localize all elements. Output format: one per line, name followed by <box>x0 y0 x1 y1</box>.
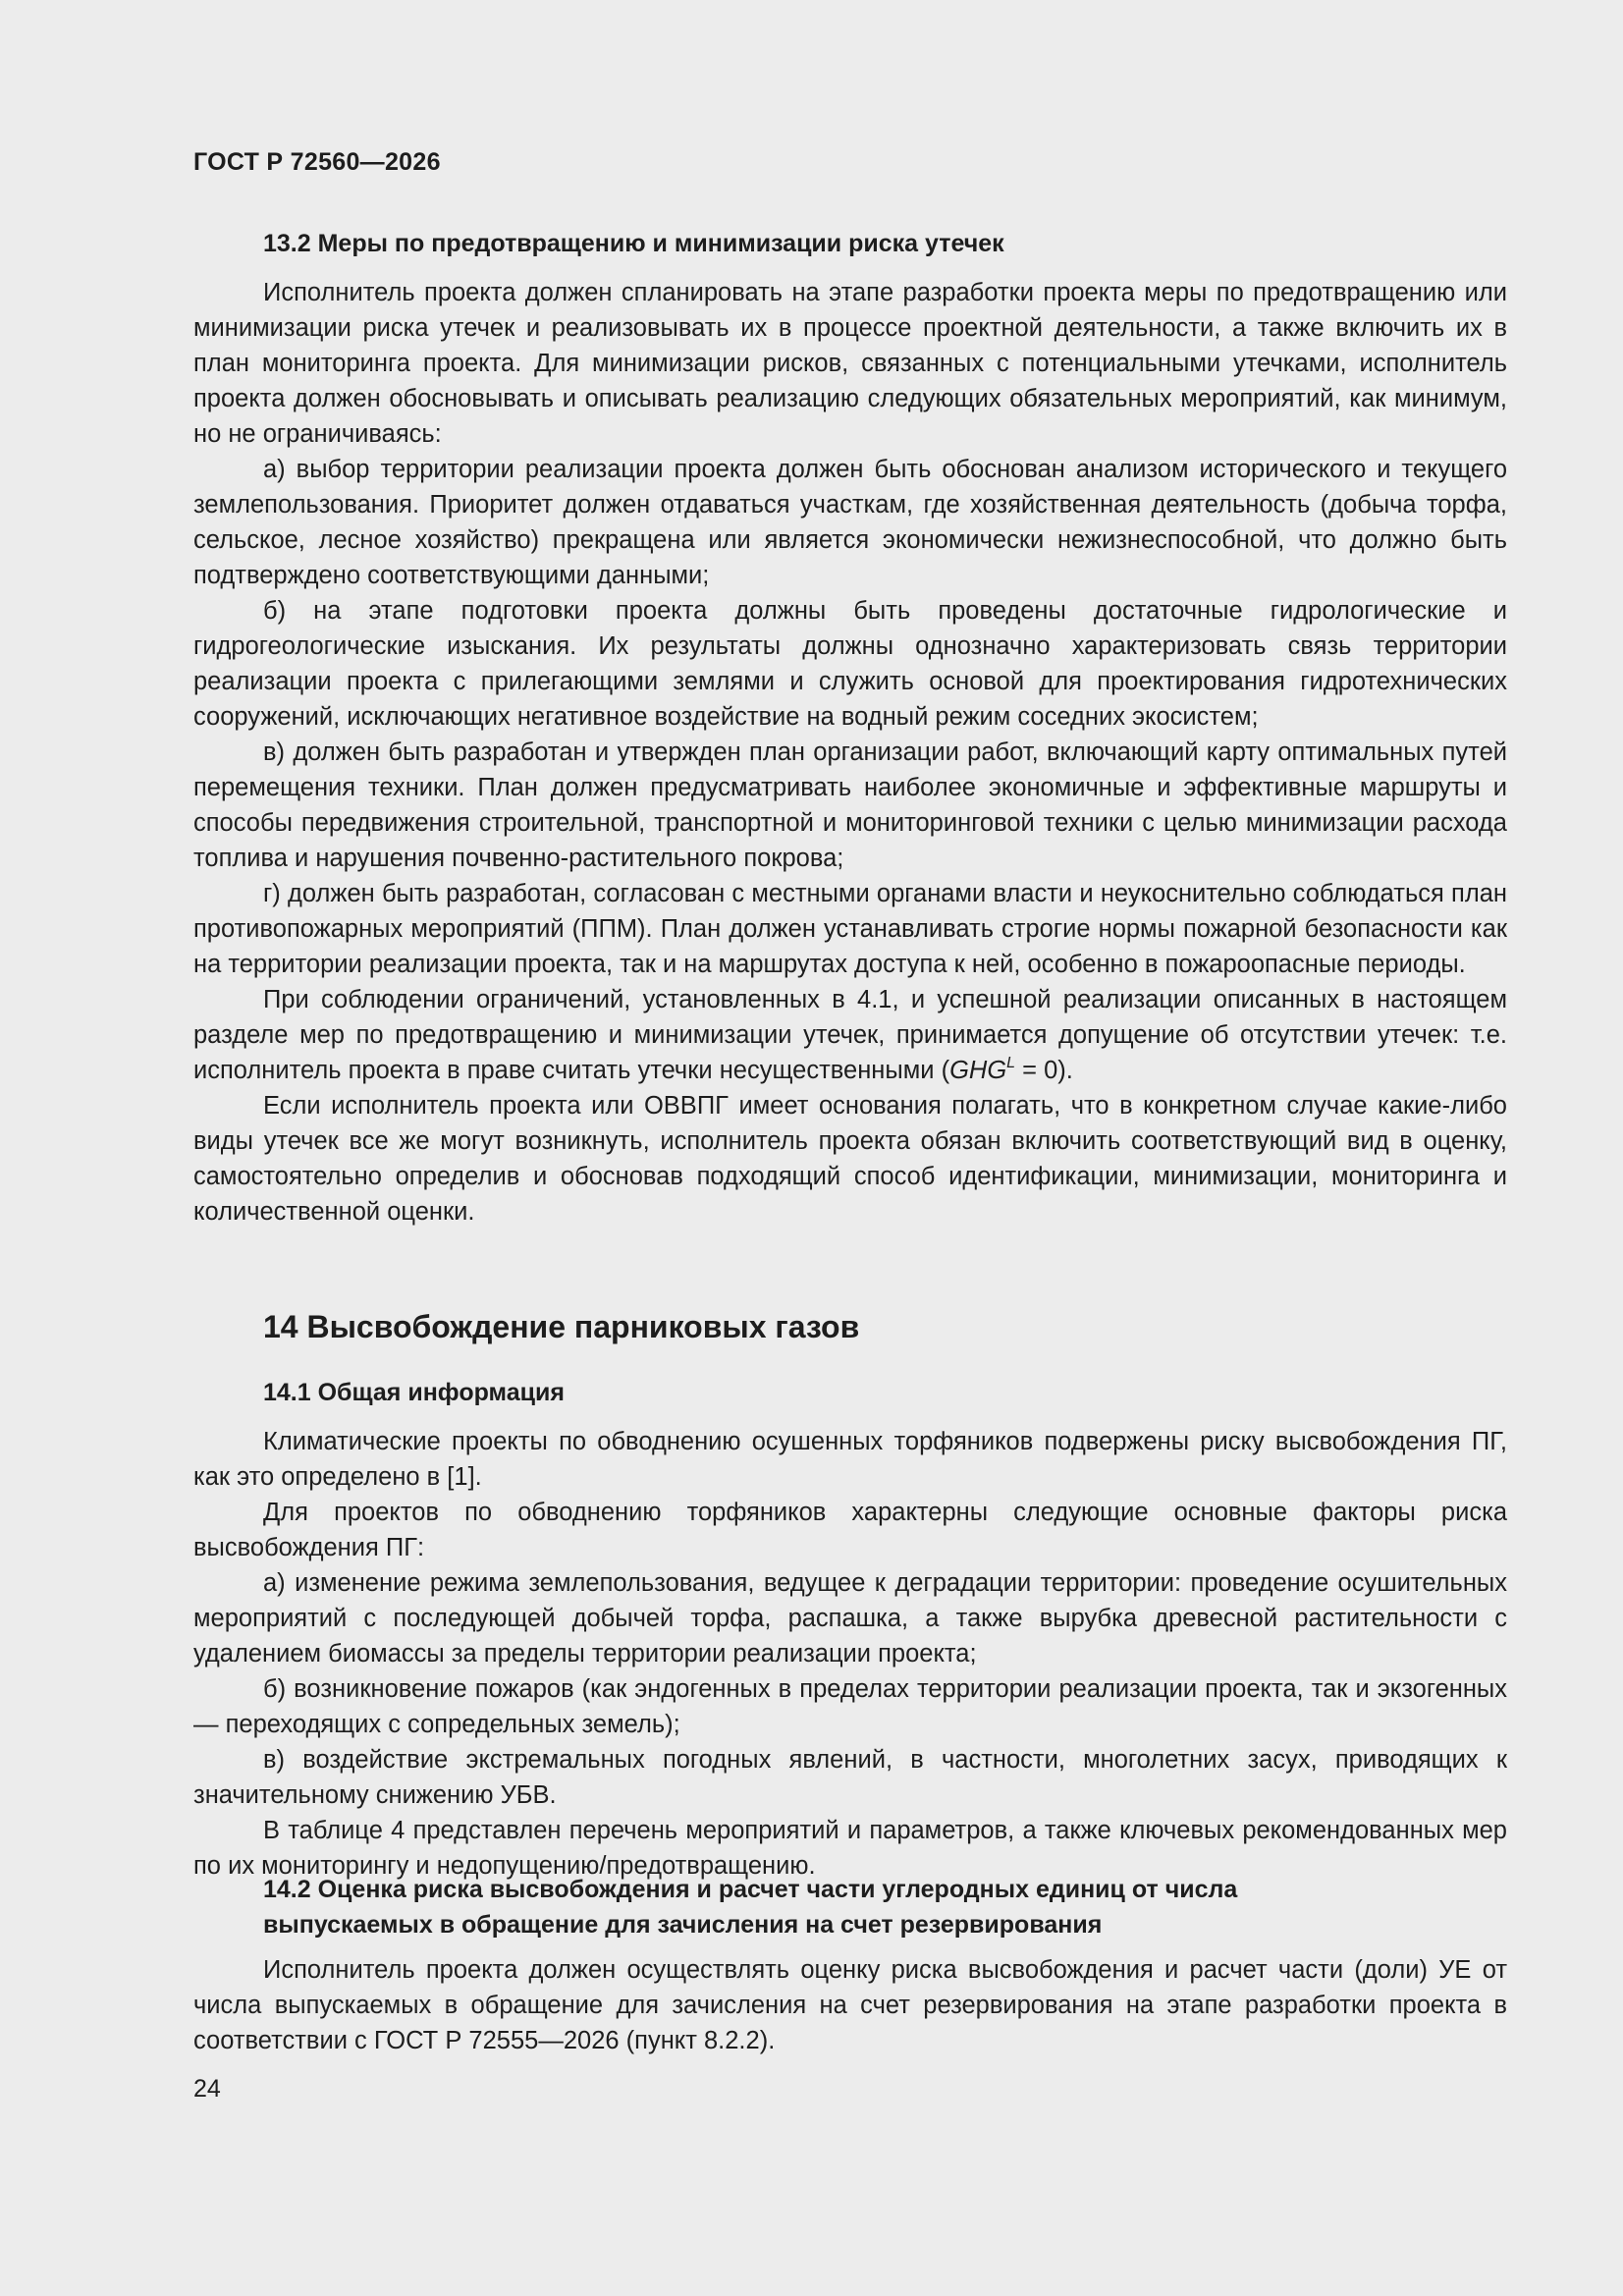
list-item-g: г) должен быть разработан, согласован с местными органами власти и неукоснительно соблюдаться план противопожарных мероприятий (ППМ). План должен устанавливать строгие нормы пожарной безопасности как на территории реализации проекта, так и на маршрутах доступа к ней, особенно в пожароопасные периоды. <box>193 880 1507 978</box>
section-13-2-body <box>193 275 1507 1230</box>
section-14-2-title-line2: выпускаемых в обращение для зачисления на счет резервирования <box>263 1911 1103 1939</box>
paragraph-text-end: = 0). <box>1015 1057 1073 1084</box>
section-14-1-title: 14.1 Общая информация <box>263 1379 565 1406</box>
list-item-v: в) должен быть разработан и утвержден план организации работ, включающий карту оптимальных путей перемещения техники. План должен предусматривать наиболее экономичные и эффективные маршруты и способы передвижения строительной, транспортной и мониторинговой техники с целью минимизации расхода топлива и нарушения почвенно-растительного покрова; <box>193 738 1507 872</box>
paragraph: Для проектов по обводнению торфяников характерны следующие основные факторы риска высвобождения ПГ: <box>193 1499 1507 1561</box>
paragraph-leakage-assumption <box>193 982 1507 1088</box>
paragraph: Если исполнитель проекта или ОВВПГ имеет основания полагать, что в конкретном случае какие-либо виды утечек все же могут возникнуть, исполнитель проекта обязан включить соответствующий вид в оценку, самостоятельно определив и обосновав подходящий способ идентификации, минимизации, мониторинга и количественной оценки. <box>193 1092 1507 1226</box>
paragraph-text-start: При соблюдении ограничений, установленных в 4.1, и успешной реализации описанных в настоящем разделе мер по предотвращению и минимизации утечек, принимается допущение об отсутствии утечек: т.е. исполнитель проекта в праве считать утечки несущественными ( <box>193 986 1507 1084</box>
list-item-b: б) возникновение пожаров (как эндогенных в пределах территории реализации проекта, так и экзогенных — переходящих с сопредельных земель); <box>193 1675 1507 1738</box>
paragraph: Климатические проекты по обводнению осушенных торфяников подвержены риску высвобождения ПГ, как это определено в [1]. <box>193 1428 1507 1491</box>
ghg-variable: GHG <box>949 1057 1007 1084</box>
list-item-a: а) изменение режима землепользования, ведущее к деградации территории: проведение осушительных мероприятий с последующей добычей торфа, распашка, а также вырубка древесной растительности с удалением биомассы за пределы территории реализации проекта; <box>193 1569 1507 1667</box>
section-14-1-body <box>193 1424 1507 1884</box>
list-item-b: б) на этапе подготовки проекта должны быть проведены достаточные гидрологические и гидрогеологические изыскания. Их результаты должны однозначно характеризовать связь территории реализации проекта с прилегающими землями и служить основой для проектирования гидротехнических сооружений, исключающих негативное воздействие на водный режим соседних экосистем; <box>193 597 1507 731</box>
section-14-title: 14 Высвобождение парниковых газов <box>263 1309 860 1344</box>
section-14-2-title-line1: 14.2 Оценка риска высвобождения и расчет части углеродных единиц от числа <box>263 1876 1238 1903</box>
page-number: 24 <box>193 2075 221 2103</box>
section-13-2-title: 13.2 Меры по предотвращению и минимизации риска утечек <box>263 230 1004 257</box>
section-14-2-title <box>263 1872 1506 1942</box>
list-item-v: в) воздействие экстремальных погодных явлений, в частности, многолетних засух, приводящих к значительному снижению УБВ. <box>193 1746 1507 1809</box>
ghg-superscript: L <box>1006 1055 1016 1071</box>
paragraph: Исполнитель проекта должен осуществлять оценку риска высвобождения и расчет части (доли) УЕ от числа выпускаемых в обращение для зачисления на счет резервирования на этапе разработки проекта в соответствии с ГОСТ Р 72555—2026 (пункт 8.2.2). <box>193 1956 1507 2054</box>
list-item-a: а) выбор территории реализации проекта должен быть обоснован анализом исторического и текущего землепользования. Приоритет должен отдаваться участкам, где хозяйственная деятельность (добыча торфа, сельское, лесное хозяйство) прекращена или является экономически нежизнеспособной, что должно быть подтверждено соответствующими данными; <box>193 456 1507 589</box>
section-14-2-body <box>193 1952 1507 2058</box>
paragraph: Исполнитель проекта должен спланировать на этапе разработки проекта меры по предотвращению или минимизации риска утечек и реализовывать их в процессе проектной деятельности, а также включить их в план мониторинга проекта. Для минимизации рисков, связанных с потенциальными утечками, исполнитель проекта должен обосновывать и описывать реализацию следующих обязательных мероприятий, как минимум, но не ограничиваясь: <box>193 279 1507 448</box>
document-id-header: ГОСТ Р 72560—2026 <box>193 148 441 176</box>
paragraph: В таблице 4 представлен перечень мероприятий и параметров, а также ключевых рекомендованных мер по их мониторингу и недопущению/предотвращению. <box>193 1817 1507 1880</box>
